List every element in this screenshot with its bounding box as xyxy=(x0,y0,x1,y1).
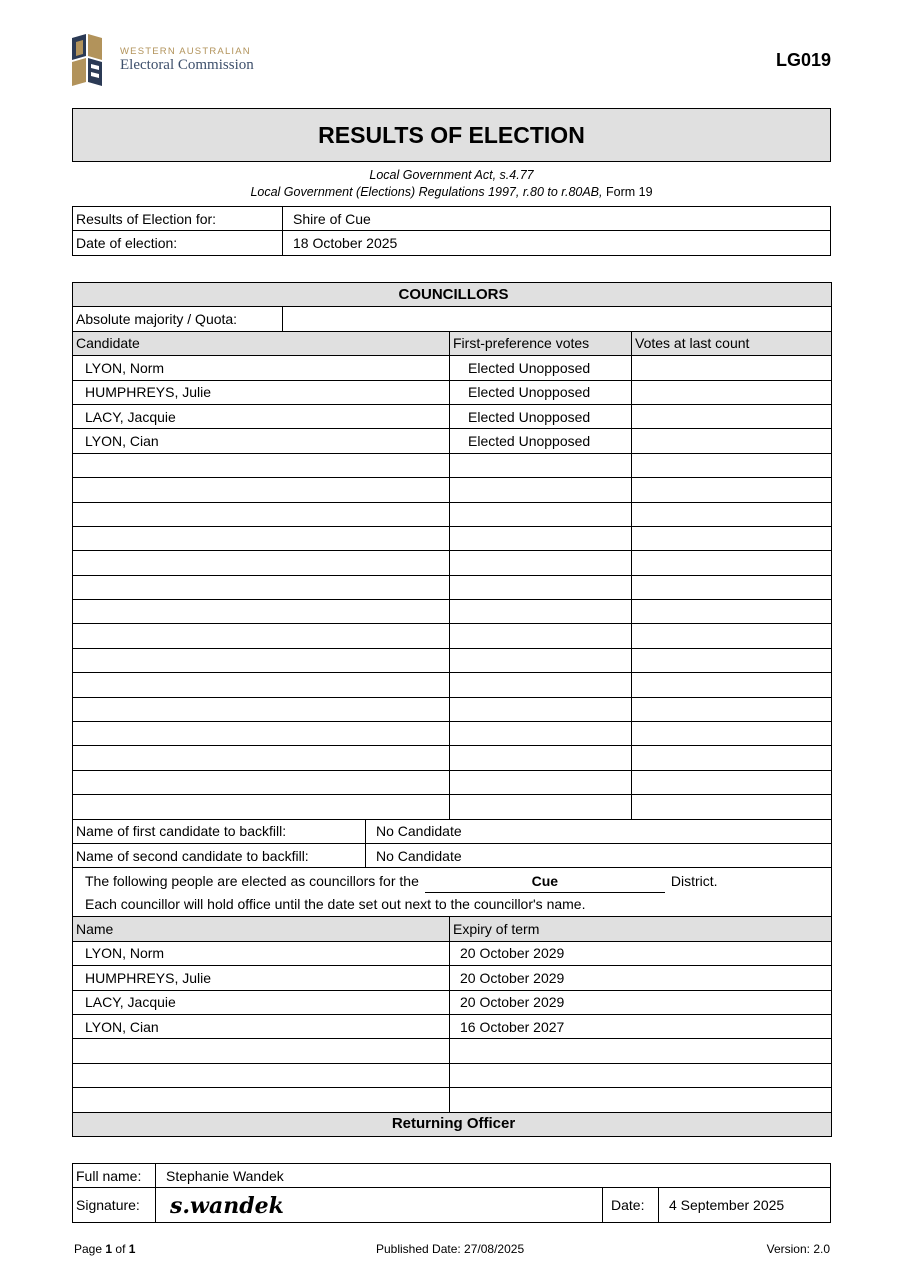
last-count-value xyxy=(632,404,832,428)
backfill-first-row xyxy=(73,819,832,843)
returning-officer-table xyxy=(72,1163,831,1223)
date-value: 18 October 2025 xyxy=(283,231,831,255)
blank-candidate-row xyxy=(73,502,832,526)
candidate-row xyxy=(73,429,832,453)
col-name: Name xyxy=(73,917,450,941)
results-for-label: Results of Election for: xyxy=(73,207,283,231)
last-count-value xyxy=(632,380,832,404)
published-date: Published Date: 27/08/2025 xyxy=(376,1242,525,1256)
ro-date-label: Date: xyxy=(603,1188,659,1223)
blank-candidate-row xyxy=(73,575,832,599)
councillor-name: LYON, Cian xyxy=(73,1014,450,1038)
blank-candidate-row xyxy=(73,526,832,550)
blank-candidate-row xyxy=(73,673,832,697)
blank-candidate-row xyxy=(73,770,832,794)
term-row xyxy=(73,990,832,1014)
blank-candidate-row xyxy=(73,697,832,721)
councillor-name: LACY, Jacquie xyxy=(73,990,450,1014)
results-for-row xyxy=(73,207,831,231)
form-code: LG019 xyxy=(775,50,831,70)
logo-text-line1: WESTERN AUSTRALIAN xyxy=(120,46,251,57)
blank-candidate-row xyxy=(73,478,832,502)
col-first-preference: First-preference votes xyxy=(450,331,632,355)
backfill-second-label: Name of second candidate to backfill: xyxy=(73,843,366,867)
returning-officer-heading: Returning Officer xyxy=(73,1112,832,1136)
election-info-table xyxy=(72,206,831,256)
last-count-value xyxy=(632,429,832,453)
last-count-value xyxy=(632,356,832,380)
svg-text:s.wandek: s.wandek xyxy=(170,1193,284,1220)
elected-text-3: Each councillor will hold office until the date set out next to the councillor's name. xyxy=(85,895,586,912)
date-row xyxy=(73,231,831,255)
elected-text-1: The following people are elected as councillors for the xyxy=(85,872,419,889)
backfill-first-label: Name of first candidate to backfill: xyxy=(73,819,366,843)
results-for-value: Shire of Cue xyxy=(283,207,831,231)
elected-text-2: District. xyxy=(670,872,718,889)
first-preference-value: Elected Unopposed xyxy=(450,380,632,404)
candidate-row xyxy=(73,356,832,380)
candidate-name: LYON, Norm xyxy=(73,356,450,380)
blank-candidate-row xyxy=(73,551,832,575)
full-name-value: Stephanie Wandek xyxy=(156,1164,831,1188)
date-label: Date of election: xyxy=(73,231,283,255)
blank-term-row xyxy=(73,1039,832,1063)
page-title: RESULTS OF ELECTION xyxy=(72,108,831,162)
col-expiry: Expiry of term xyxy=(450,917,832,941)
ro-date-value: 4 September 2025 xyxy=(659,1188,831,1223)
page-number: Page 1 of 1 xyxy=(74,1242,136,1256)
blank-term-row xyxy=(73,1088,832,1112)
blank-candidate-row xyxy=(73,600,832,624)
term-expiry: 20 October 2029 xyxy=(450,941,832,965)
term-header-row xyxy=(73,917,832,941)
logo-text-line2: Electoral Commission xyxy=(120,57,254,73)
first-preference-value: Elected Unopposed xyxy=(450,404,632,428)
blank-candidate-row xyxy=(73,648,832,672)
backfill-second-value: No Candidate xyxy=(366,843,832,867)
candidate-name: LACY, Jacquie xyxy=(73,404,450,428)
blank-candidate-row xyxy=(73,624,832,648)
candidate-row xyxy=(73,380,832,404)
logo-emblem-icon xyxy=(72,34,106,86)
col-candidate: Candidate xyxy=(73,331,450,355)
backfill-second-row xyxy=(73,843,832,867)
candidate-name: LYON, Cian xyxy=(73,429,450,453)
act-reference: Local Government Act, s.4.77 xyxy=(369,168,534,182)
regulation-reference: Local Government (Elections) Regulations 1997, r.80 to r.80AB, Form 19 xyxy=(250,185,653,199)
full-name-row xyxy=(73,1164,831,1188)
councillors-table xyxy=(72,282,832,1137)
elected-statement xyxy=(73,868,832,917)
backfill-first-value: No Candidate xyxy=(366,819,832,843)
candidate-name: HUMPHREYS, Julie xyxy=(73,380,450,404)
term-row xyxy=(73,966,832,990)
councillors-heading: COUNCILLORS xyxy=(73,283,832,307)
district-name: Cue xyxy=(425,870,665,893)
signature-row xyxy=(73,1188,831,1223)
blank-candidate-row xyxy=(73,453,832,477)
signature-image xyxy=(166,1191,286,1219)
version: Version: 2.0 xyxy=(766,1242,830,1256)
blank-candidate-row xyxy=(73,746,832,770)
candidate-header-row xyxy=(73,331,832,355)
blank-candidate-row xyxy=(73,795,832,819)
councillor-name: LYON, Norm xyxy=(73,941,450,965)
signature-label: Signature: xyxy=(73,1188,156,1223)
first-preference-value: Elected Unopposed xyxy=(450,356,632,380)
term-row xyxy=(73,941,832,965)
candidate-row xyxy=(73,404,832,428)
wa-electoral-commission-logo xyxy=(72,34,272,86)
quota-label: Absolute majority / Quota: xyxy=(73,307,283,331)
quota-value xyxy=(283,307,832,331)
col-last-count: Votes at last count xyxy=(632,331,832,355)
blank-term-row xyxy=(73,1063,832,1087)
term-expiry: 20 October 2029 xyxy=(450,990,832,1014)
blank-candidate-row xyxy=(73,722,832,746)
term-expiry: 20 October 2029 xyxy=(450,966,832,990)
term-expiry: 16 October 2027 xyxy=(450,1014,832,1038)
first-preference-value: Elected Unopposed xyxy=(450,429,632,453)
term-row xyxy=(73,1014,832,1038)
councillor-name: HUMPHREYS, Julie xyxy=(73,966,450,990)
full-name-label: Full name: xyxy=(73,1164,156,1188)
signature-cell xyxy=(156,1188,603,1223)
